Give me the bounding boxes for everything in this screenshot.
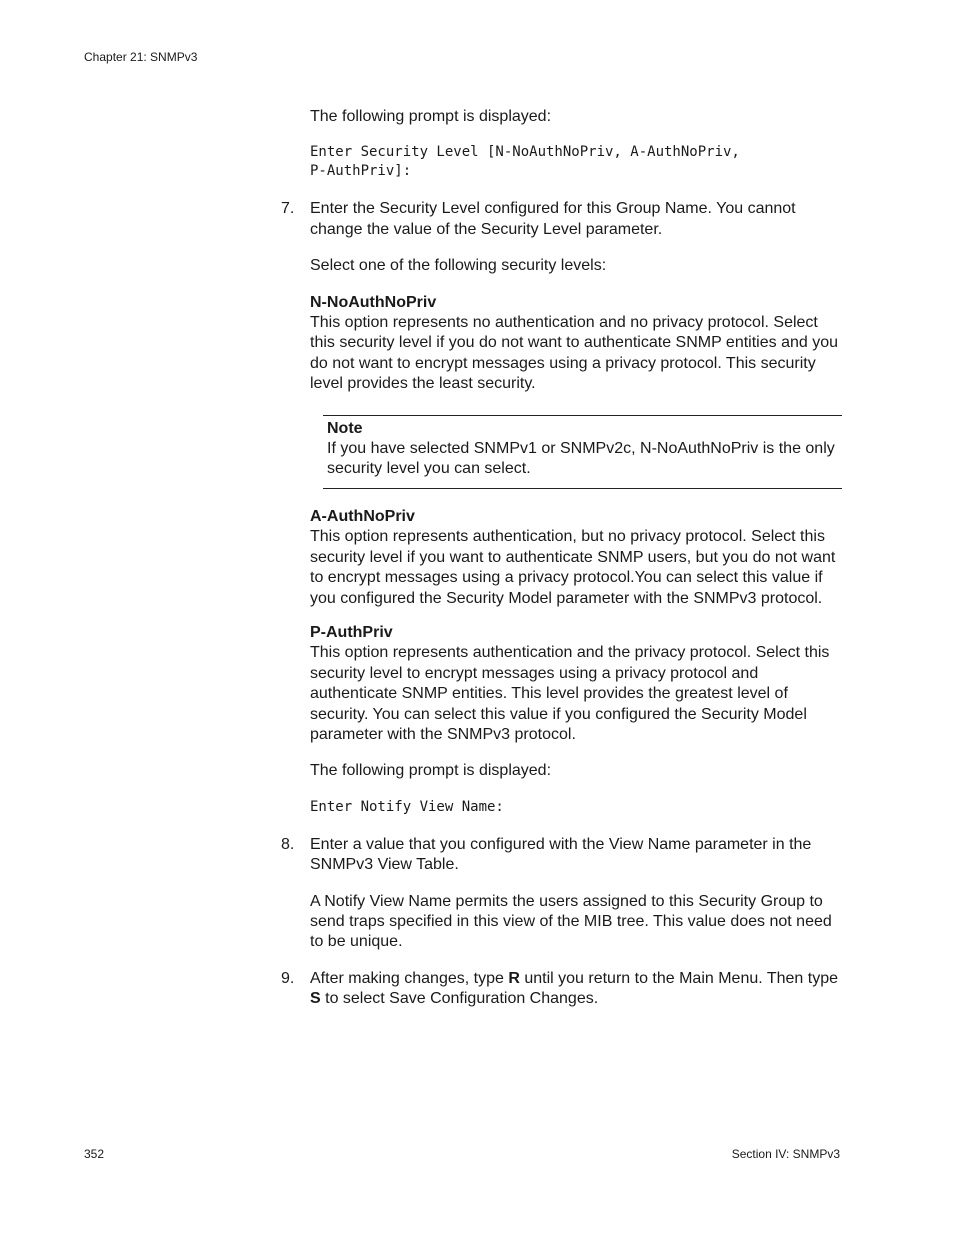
term-description: This option represents authentication, but no privacy protocol. Select this security level if you want to authenticate SNMP users, but you do not want to encrypt messages using a privacy protocol.You can select this value if you configured the Security Model parameter with the SNMPv3 protocol. [310,528,836,607]
term-title: A-AuthNoPriv [310,507,415,525]
step-8-detail: A Notify View Name permits the users assigned to this Security Group to send traps specified in this view of the MIB tree. This value does not need to be unique. [310,892,832,951]
key-s: S [310,990,321,1008]
code-prompt-notify-view: Enter Notify View Name: [310,798,504,815]
term-title: N-NoAuthNoPriv [310,293,437,311]
note-text: If you have selected SNMPv1 or SNMPv2c, N-NoAuthNoPriv is the only security level you can select. [327,440,835,478]
prompt-intro: The following prompt is displayed: [310,108,552,125]
step-number: 8. [281,835,295,853]
note-title: Note [327,419,363,437]
term-description: This option represents no authentication and no privacy protocol. Select this security level if you do not want to authenticate SNMP entities and you do not want to encrypt messages using a privacy protocol. This security level provides the least security. [310,314,838,393]
level-n-noauthnopriv [310,293,842,395]
term-title: P-AuthPriv [310,623,393,641]
code-prompt-security-level: Enter Security Level [N-NoAuthNoPriv, A-AuthNoPriv, P-AuthPriv]: [310,144,740,180]
note-box [323,415,842,489]
key-r: R [508,969,520,987]
step-number: 7. [281,200,295,218]
prompt-intro: The following prompt is displayed: [310,762,552,780]
text-fragment: After making changes, type [310,969,509,987]
select-intro: Select one of the following security levels: [310,257,607,275]
page-content [281,107,842,1026]
step-number: 9. [281,969,295,987]
text-fragment: to select Save Configuration Changes. [320,990,599,1008]
step-text [310,969,842,1010]
level-p-authpriv [310,623,842,745]
level-a-authnopriv [310,507,842,609]
step-8 [281,835,842,876]
running-footer-section: Section IV: SNMPv3 [731,1147,840,1161]
step-7 [281,199,842,240]
running-header: Chapter 21: SNMPv3 [84,50,198,64]
step-9 [281,969,842,1010]
step-text: Enter a value that you configured with the View Name parameter in the SNMPv3 View Table. [310,835,812,874]
text-fragment: until you return to the Main Menu. Then type [519,969,838,987]
page-number: 352 [84,1147,105,1161]
step-text: Enter the Security Level configured for this Group Name. You cannot change the value of the Security Level parameter. [310,200,796,238]
term-description: This option represents authentication and the privacy protocol. Select this security level to encrypt messages using a privacy protocol and authenticate SNMP entities. This level provides the greatest level of security. You can select this value if you configured the Security Model parameter with the SNMPv3 protocol. [310,644,830,743]
